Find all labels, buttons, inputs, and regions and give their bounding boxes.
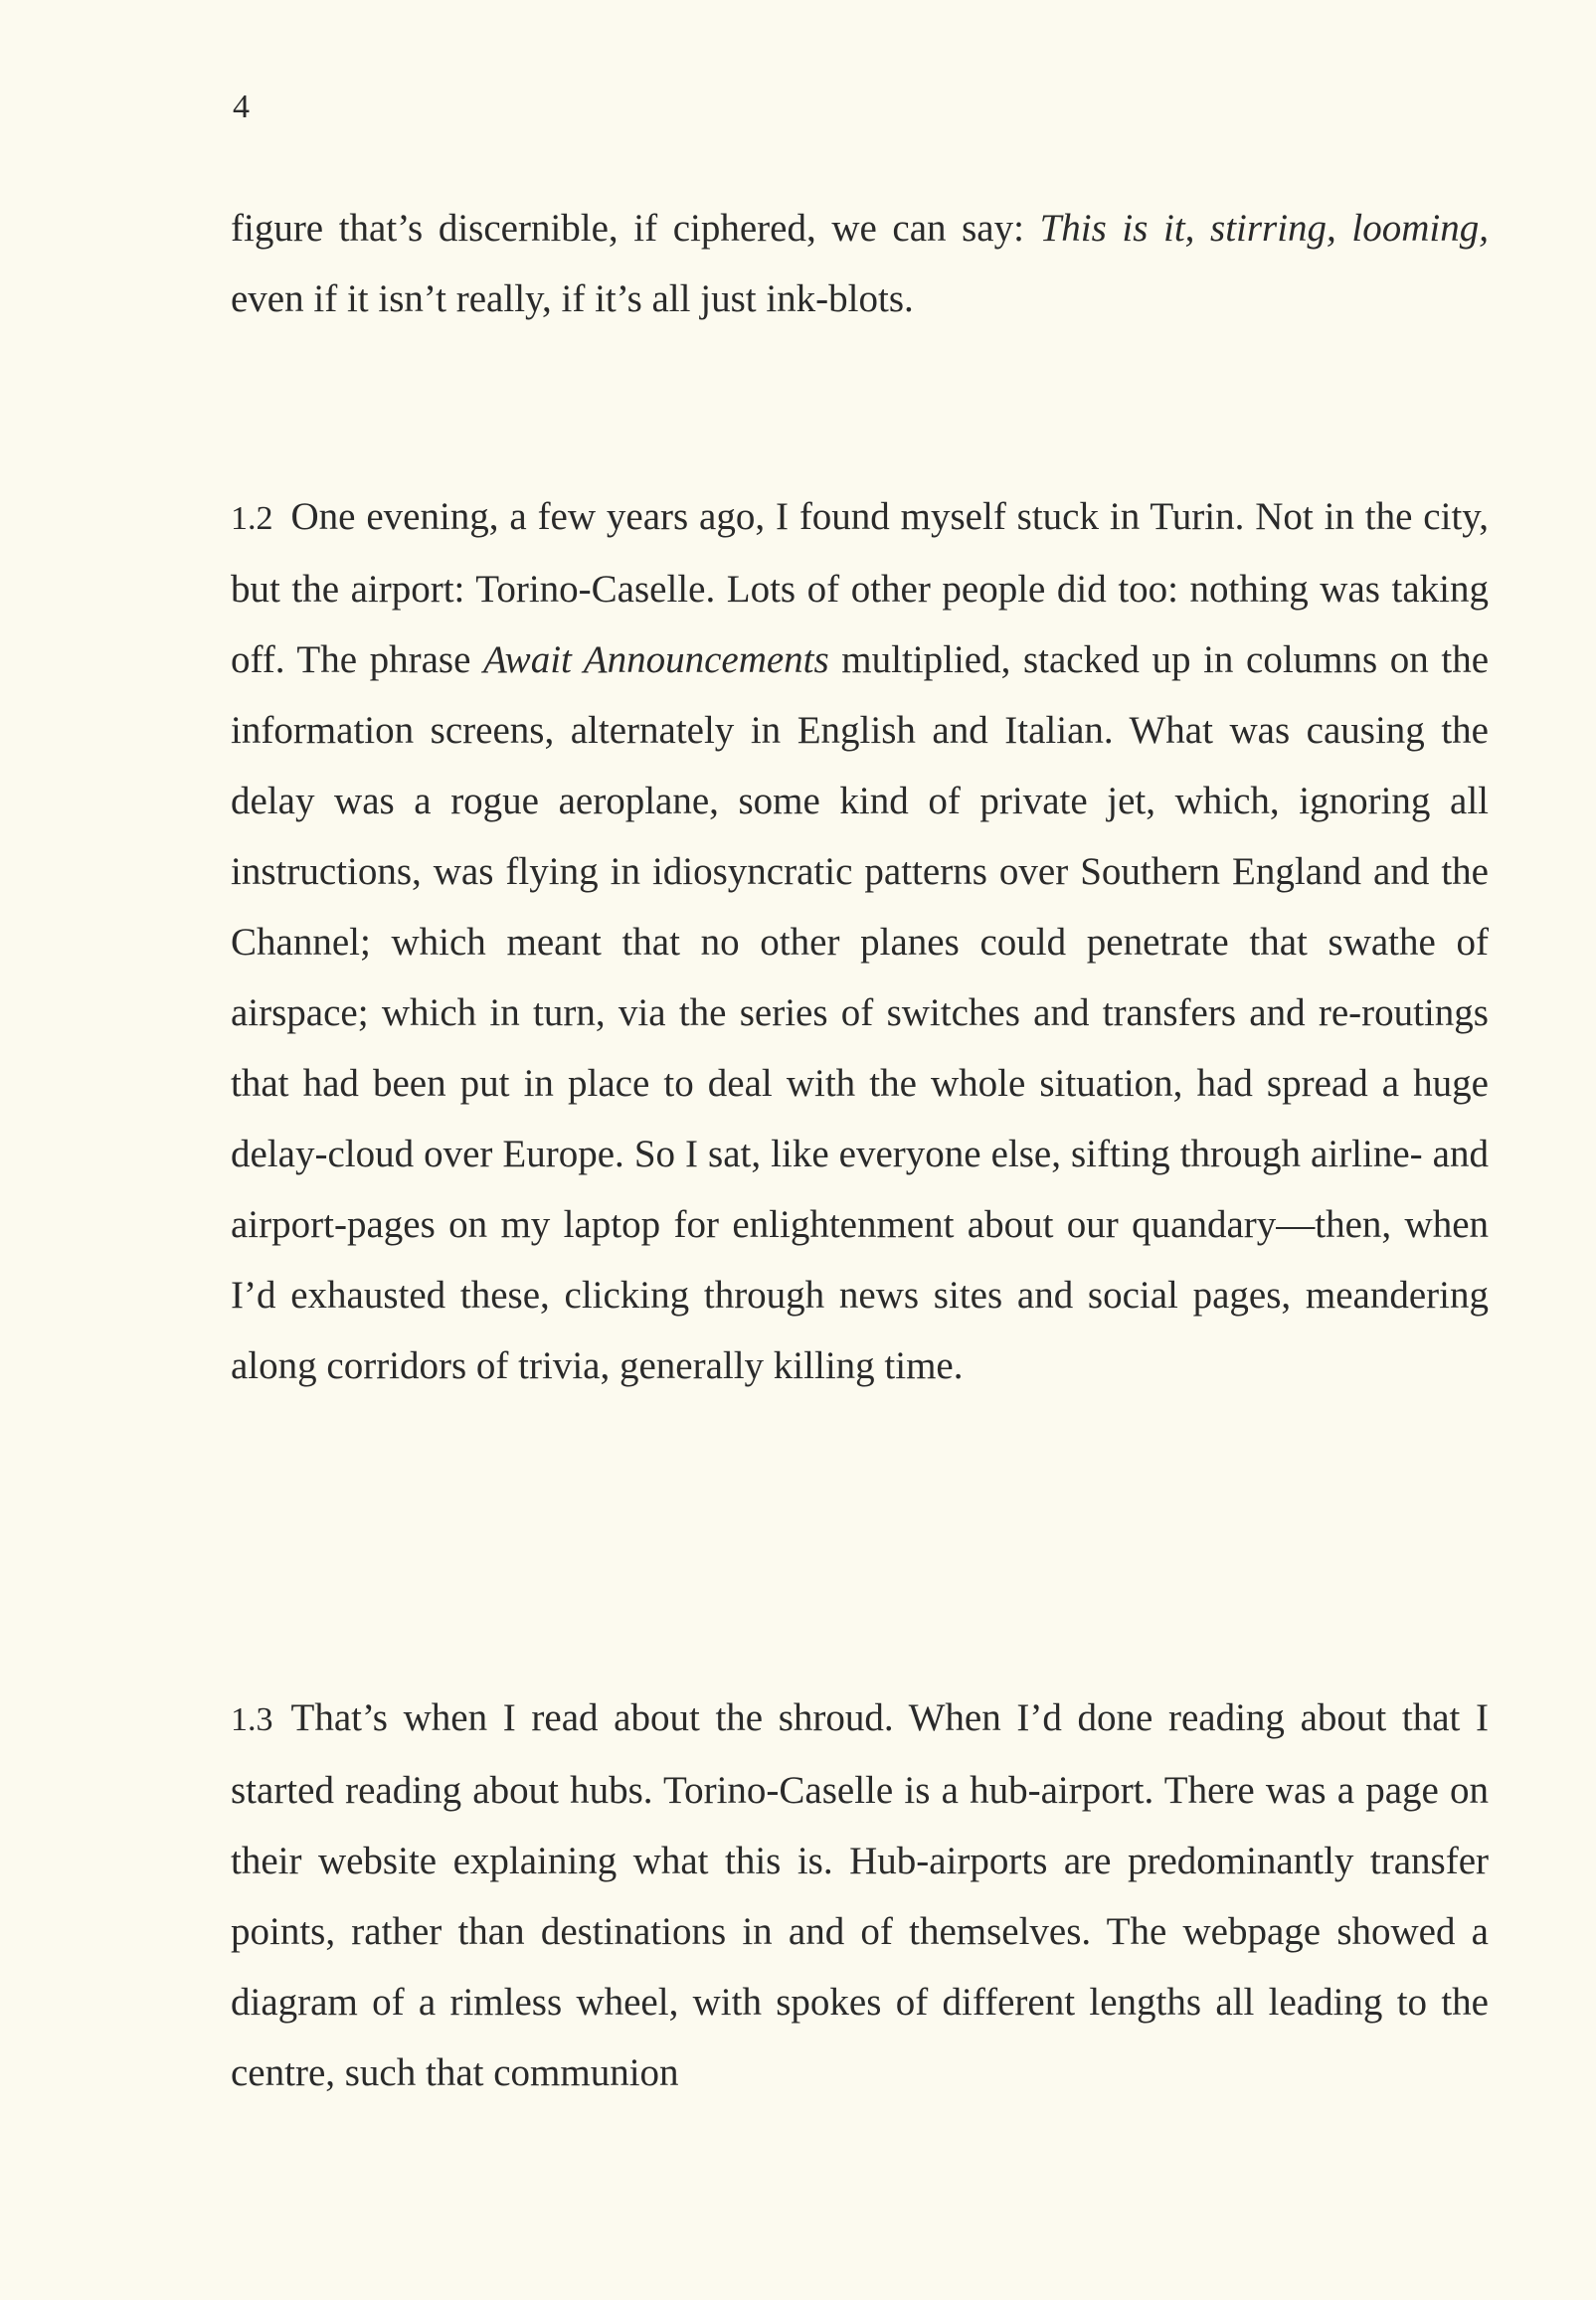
section-number-1-3: 1.3 <box>231 1701 273 1738</box>
section-1-2-text-1: One evening, a few years ago, I found myself stuck in Turin. Not in the city, but the airport: Torino-Caselle. Lots of other people did too: nothing was taking off. The phrase <box>231 495 1489 681</box>
intro-italic-1: This is it, stirring, looming, <box>1039 207 1489 250</box>
section-1-2-italic-1: Await Announcements <box>483 638 829 681</box>
page-number: 4 <box>233 88 250 125</box>
section-number-1-2: 1.2 <box>231 500 273 537</box>
intro-text-1: figure that’s discernible, if ciphered, we can say: <box>231 207 1040 250</box>
intro-text-2: even if it isn’t really, if it’s all just ink-blots. <box>231 277 914 320</box>
section-1-2-paragraph <box>231 481 1489 1401</box>
intro-paragraph <box>231 193 1489 334</box>
section-1-2-text-2: multiplied, stacked up in columns on the information screens, alternately in English and Italian. What was causing the delay was a rogue aeroplane, some kind of private jet, which, ignoring all instructions, was flying in idiosyncratic patterns over Southern England and the Channel; which meant that no other planes could penetrate that swathe of airspace; which in turn, via the series of switches and transfers and re-routings that had been put in place to deal with the whole situation, had spread a huge delay-cloud over Europe. So I sat, like everyone else, sifting through airline- and airport-pages on my laptop for enlightenment about our quandary—then, when I’d exhausted these, clicking through news sites and social pages, meandering along corridors of trivia, generally killing time. <box>231 638 1490 1387</box>
section-1-3-text-1: That’s when I read about the shroud. When I’d done reading about that I started reading about hubs. Torino-Caselle is a hub-airport. There was a page on their website explaining what this is. Hub-airports are predominantly transfer points, rather than destinations in and of themselves. The webpage showed a diagram of a rimless wheel, with spokes of different lengths all leading to the centre, such that communion <box>231 1696 1489 2094</box>
section-1-3-paragraph <box>231 1682 1489 2108</box>
